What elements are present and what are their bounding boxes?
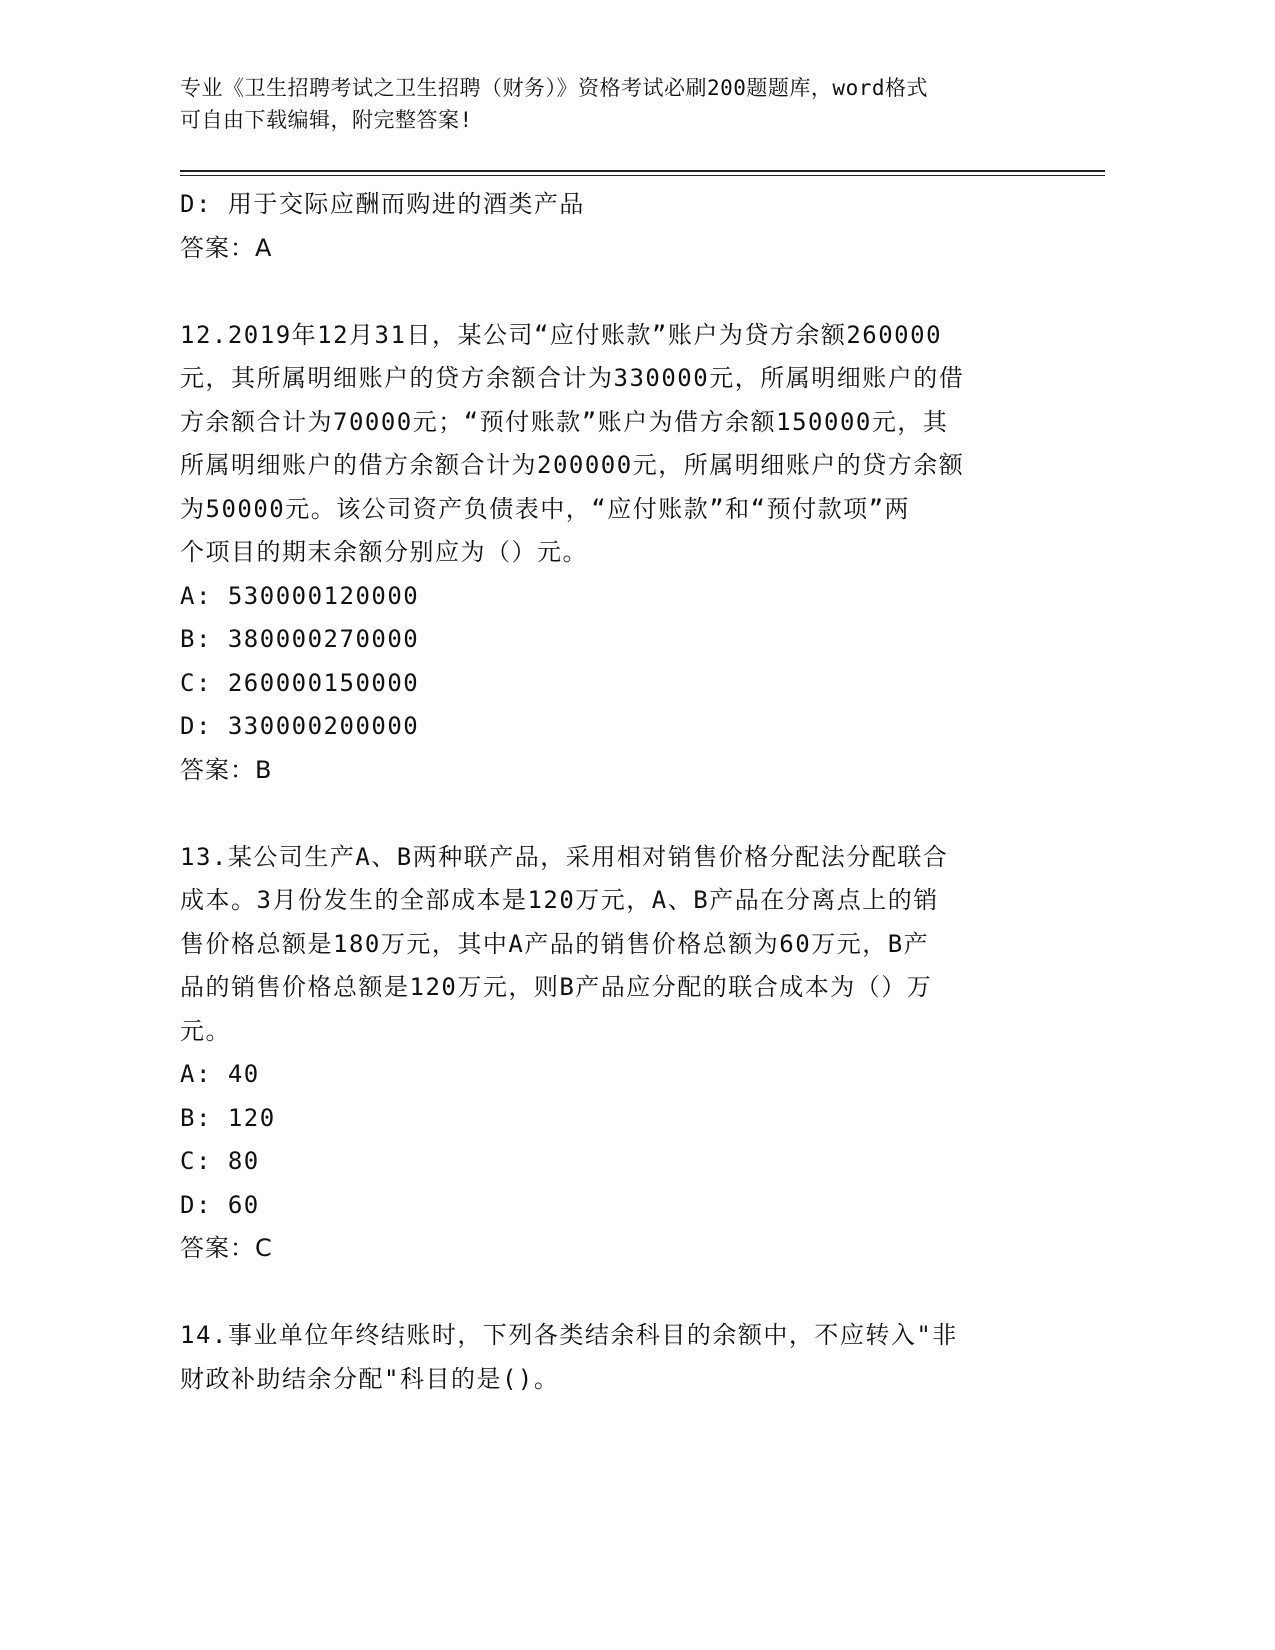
question-text-line: 14.事业单位年终结账时，下列各类结余科目的余额中，不应转入"非 xyxy=(180,1321,958,1349)
question-14 xyxy=(180,1314,1030,1401)
question-text-line: 所属明细账户的借方余额合计为200000元，所属明细账户的贷方余额 xyxy=(180,451,965,479)
option-b: B: 120 xyxy=(180,1103,276,1132)
header-line-2: 可自由下载编辑，附完整答案! xyxy=(180,108,473,132)
document-body xyxy=(180,183,1030,1401)
question-text-line: 13.某公司生产A、B两种联产品，采用相对销售价格分配法分配联合 xyxy=(180,842,949,871)
header-line-1: 专业《卫生招聘考试之卫生招聘（财务）》资格考试必刷200题题库，word格式 xyxy=(180,76,928,100)
option-c: C: 80 xyxy=(180,1147,260,1175)
question-12 xyxy=(180,314,1030,793)
question-text-line: 品的销售价格总额是120万元，则B产品应分配的联合成本为（）万 xyxy=(180,973,933,1001)
question-text-line: 方余额合计为70000元；“预付账款”账户为借方余额150000元，其 xyxy=(180,407,949,436)
option-c: C: 260000150000 xyxy=(180,668,420,697)
answer-label: 答案：A xyxy=(180,233,273,262)
spacer xyxy=(180,270,1030,314)
question-11-tail xyxy=(180,183,1030,270)
question-text-line: 元，其所属明细账户的贷方余额合计为330000元，所属明细账户的借 xyxy=(180,364,965,392)
question-text-line: 售价格总额是180万元，其中A产品的销售价格总额为60万元，B产 xyxy=(180,929,930,958)
question-text-line: 元。 xyxy=(180,1016,231,1045)
option-a: A: 40 xyxy=(180,1060,260,1088)
option-d: D: 用于交际应酬而购进的酒类产品 xyxy=(180,190,585,218)
question-text-line: 成本。3月份发生的全部成本是120万元，A、B产品在分离点上的销 xyxy=(180,886,939,914)
spacer xyxy=(180,792,1030,836)
question-text-line: 12.2019年12月31日，某公司“应付账款”账户为贷方余额260000 xyxy=(180,320,943,349)
document-header xyxy=(180,72,1060,136)
question-text-line: 财政补助结余分配"科目的是()。 xyxy=(180,1364,560,1393)
option-a: A: 530000120000 xyxy=(180,581,420,610)
question-text-line: 个项目的期末余额分别应为（）元。 xyxy=(180,538,588,566)
question-13 xyxy=(180,836,1030,1271)
answer-label: 答案：B xyxy=(180,755,273,784)
option-d: D: 330000200000 xyxy=(180,712,420,740)
option-d: D: 60 xyxy=(180,1190,260,1219)
answer-label: 答案：C xyxy=(180,1234,273,1262)
header-divider xyxy=(180,170,1105,172)
header-divider-thin xyxy=(180,175,1105,176)
question-text-line: 为50000元。该公司资产负债表中，“应付账款”和“预付款项”两 xyxy=(180,494,911,523)
option-b: B: 380000270000 xyxy=(180,625,420,653)
spacer xyxy=(180,1271,1030,1315)
